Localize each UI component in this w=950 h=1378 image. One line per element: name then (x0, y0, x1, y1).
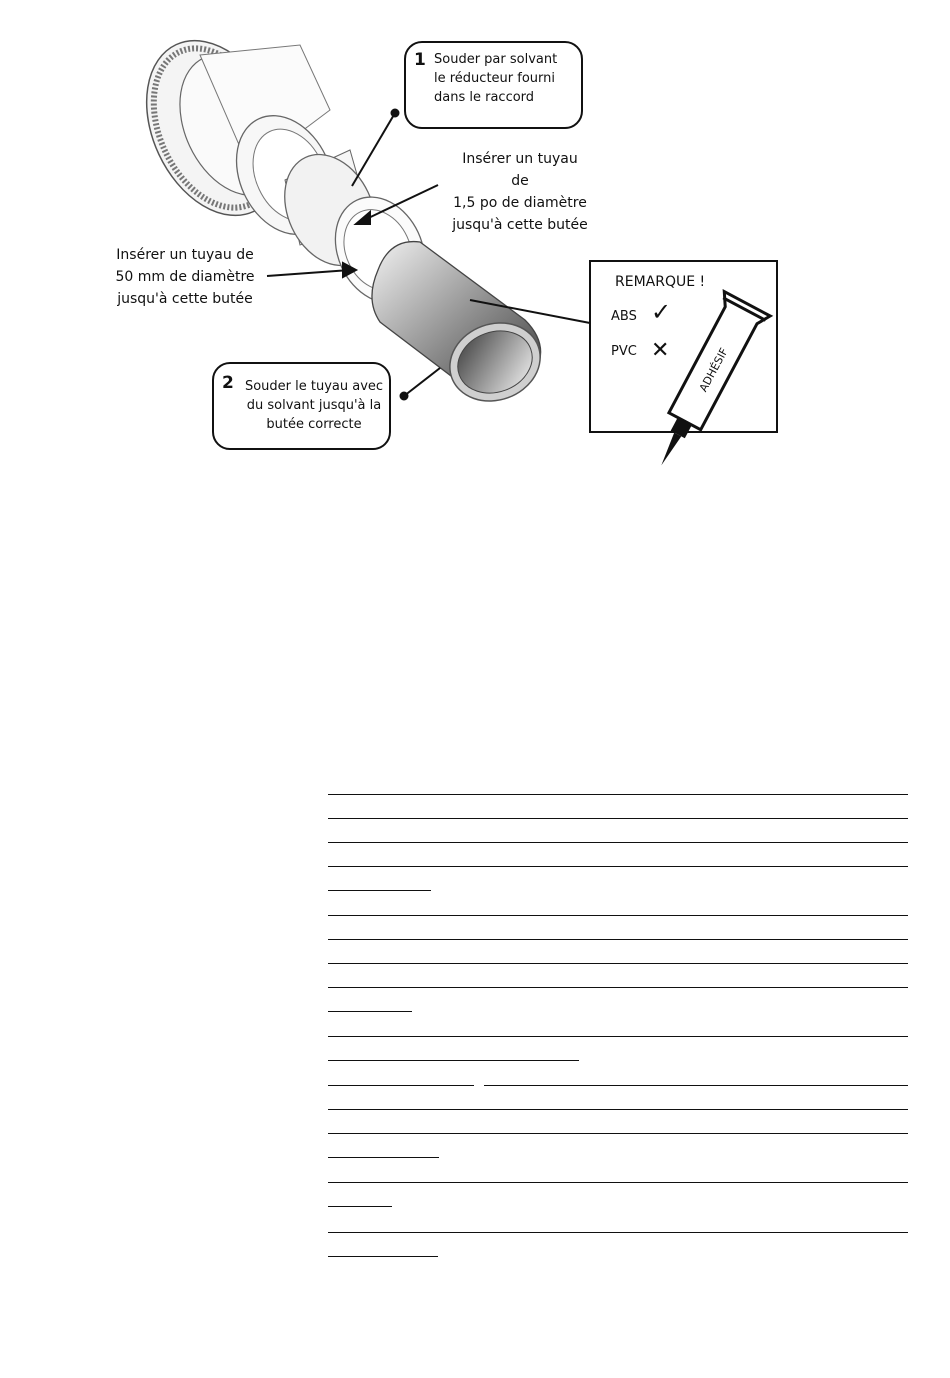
blank-line (328, 794, 908, 795)
step2-callout (212, 362, 391, 450)
blank-line (484, 1085, 908, 1086)
blank-line (328, 1085, 474, 1086)
step2-line: du solvant jusqu'à la (246, 398, 382, 413)
note-pvc-label: PVC (611, 344, 637, 359)
blank-line (328, 1232, 908, 1233)
step2-text (240, 377, 388, 434)
cross-icon: ✕ (651, 338, 670, 363)
blank-line (328, 1157, 439, 1158)
adhesive-label: ADHÉSIF (696, 345, 731, 395)
note-title: REMARQUE ! (615, 274, 706, 290)
pipe-15-label (452, 148, 588, 236)
step1-number: 1 (414, 50, 426, 70)
blank-line (328, 1256, 438, 1257)
blank-line (328, 963, 908, 964)
step2-line: Souder le tuyau avec (244, 379, 384, 394)
blank-line (328, 1011, 412, 1012)
blank-line (328, 1036, 908, 1037)
blank-line (328, 1109, 908, 1110)
note-abs-label: ABS (611, 309, 637, 324)
label-line: 50 mm de diamètre (115, 269, 255, 285)
blank-line (328, 818, 908, 819)
blank-line (328, 1182, 908, 1183)
step1-line: Souder par solvant (434, 52, 558, 67)
blank-line (328, 1060, 579, 1061)
blank-line (328, 890, 431, 891)
blank-line (328, 915, 908, 916)
label-line: Insérer un tuyau de (116, 247, 254, 263)
pipe-fitting-diagram (0, 0, 950, 470)
blank-line (328, 842, 908, 843)
label-line: jusqu'à cette butée (452, 217, 588, 233)
label-line: jusqu'à cette butée (117, 291, 253, 307)
pipe-50-label (114, 244, 256, 310)
label-line: 1,5 po de diamètre (453, 195, 587, 211)
note-box (589, 260, 778, 433)
step1-callout (404, 41, 583, 129)
blank-line (328, 987, 908, 988)
blank-line (328, 866, 908, 867)
blank-line (328, 939, 908, 940)
step1-line: dans le raccord (434, 90, 535, 105)
step1-line: le réducteur fourni (434, 71, 555, 86)
step2-line: butée correcte (266, 417, 362, 432)
check-icon: ✓ (651, 298, 672, 326)
pipe (372, 242, 551, 414)
step2-number: 2 (222, 373, 234, 393)
step1-text (434, 50, 557, 107)
label-line: Insérer un tuyau de (462, 151, 578, 189)
blank-line (328, 1133, 908, 1134)
blank-line (328, 1206, 392, 1207)
